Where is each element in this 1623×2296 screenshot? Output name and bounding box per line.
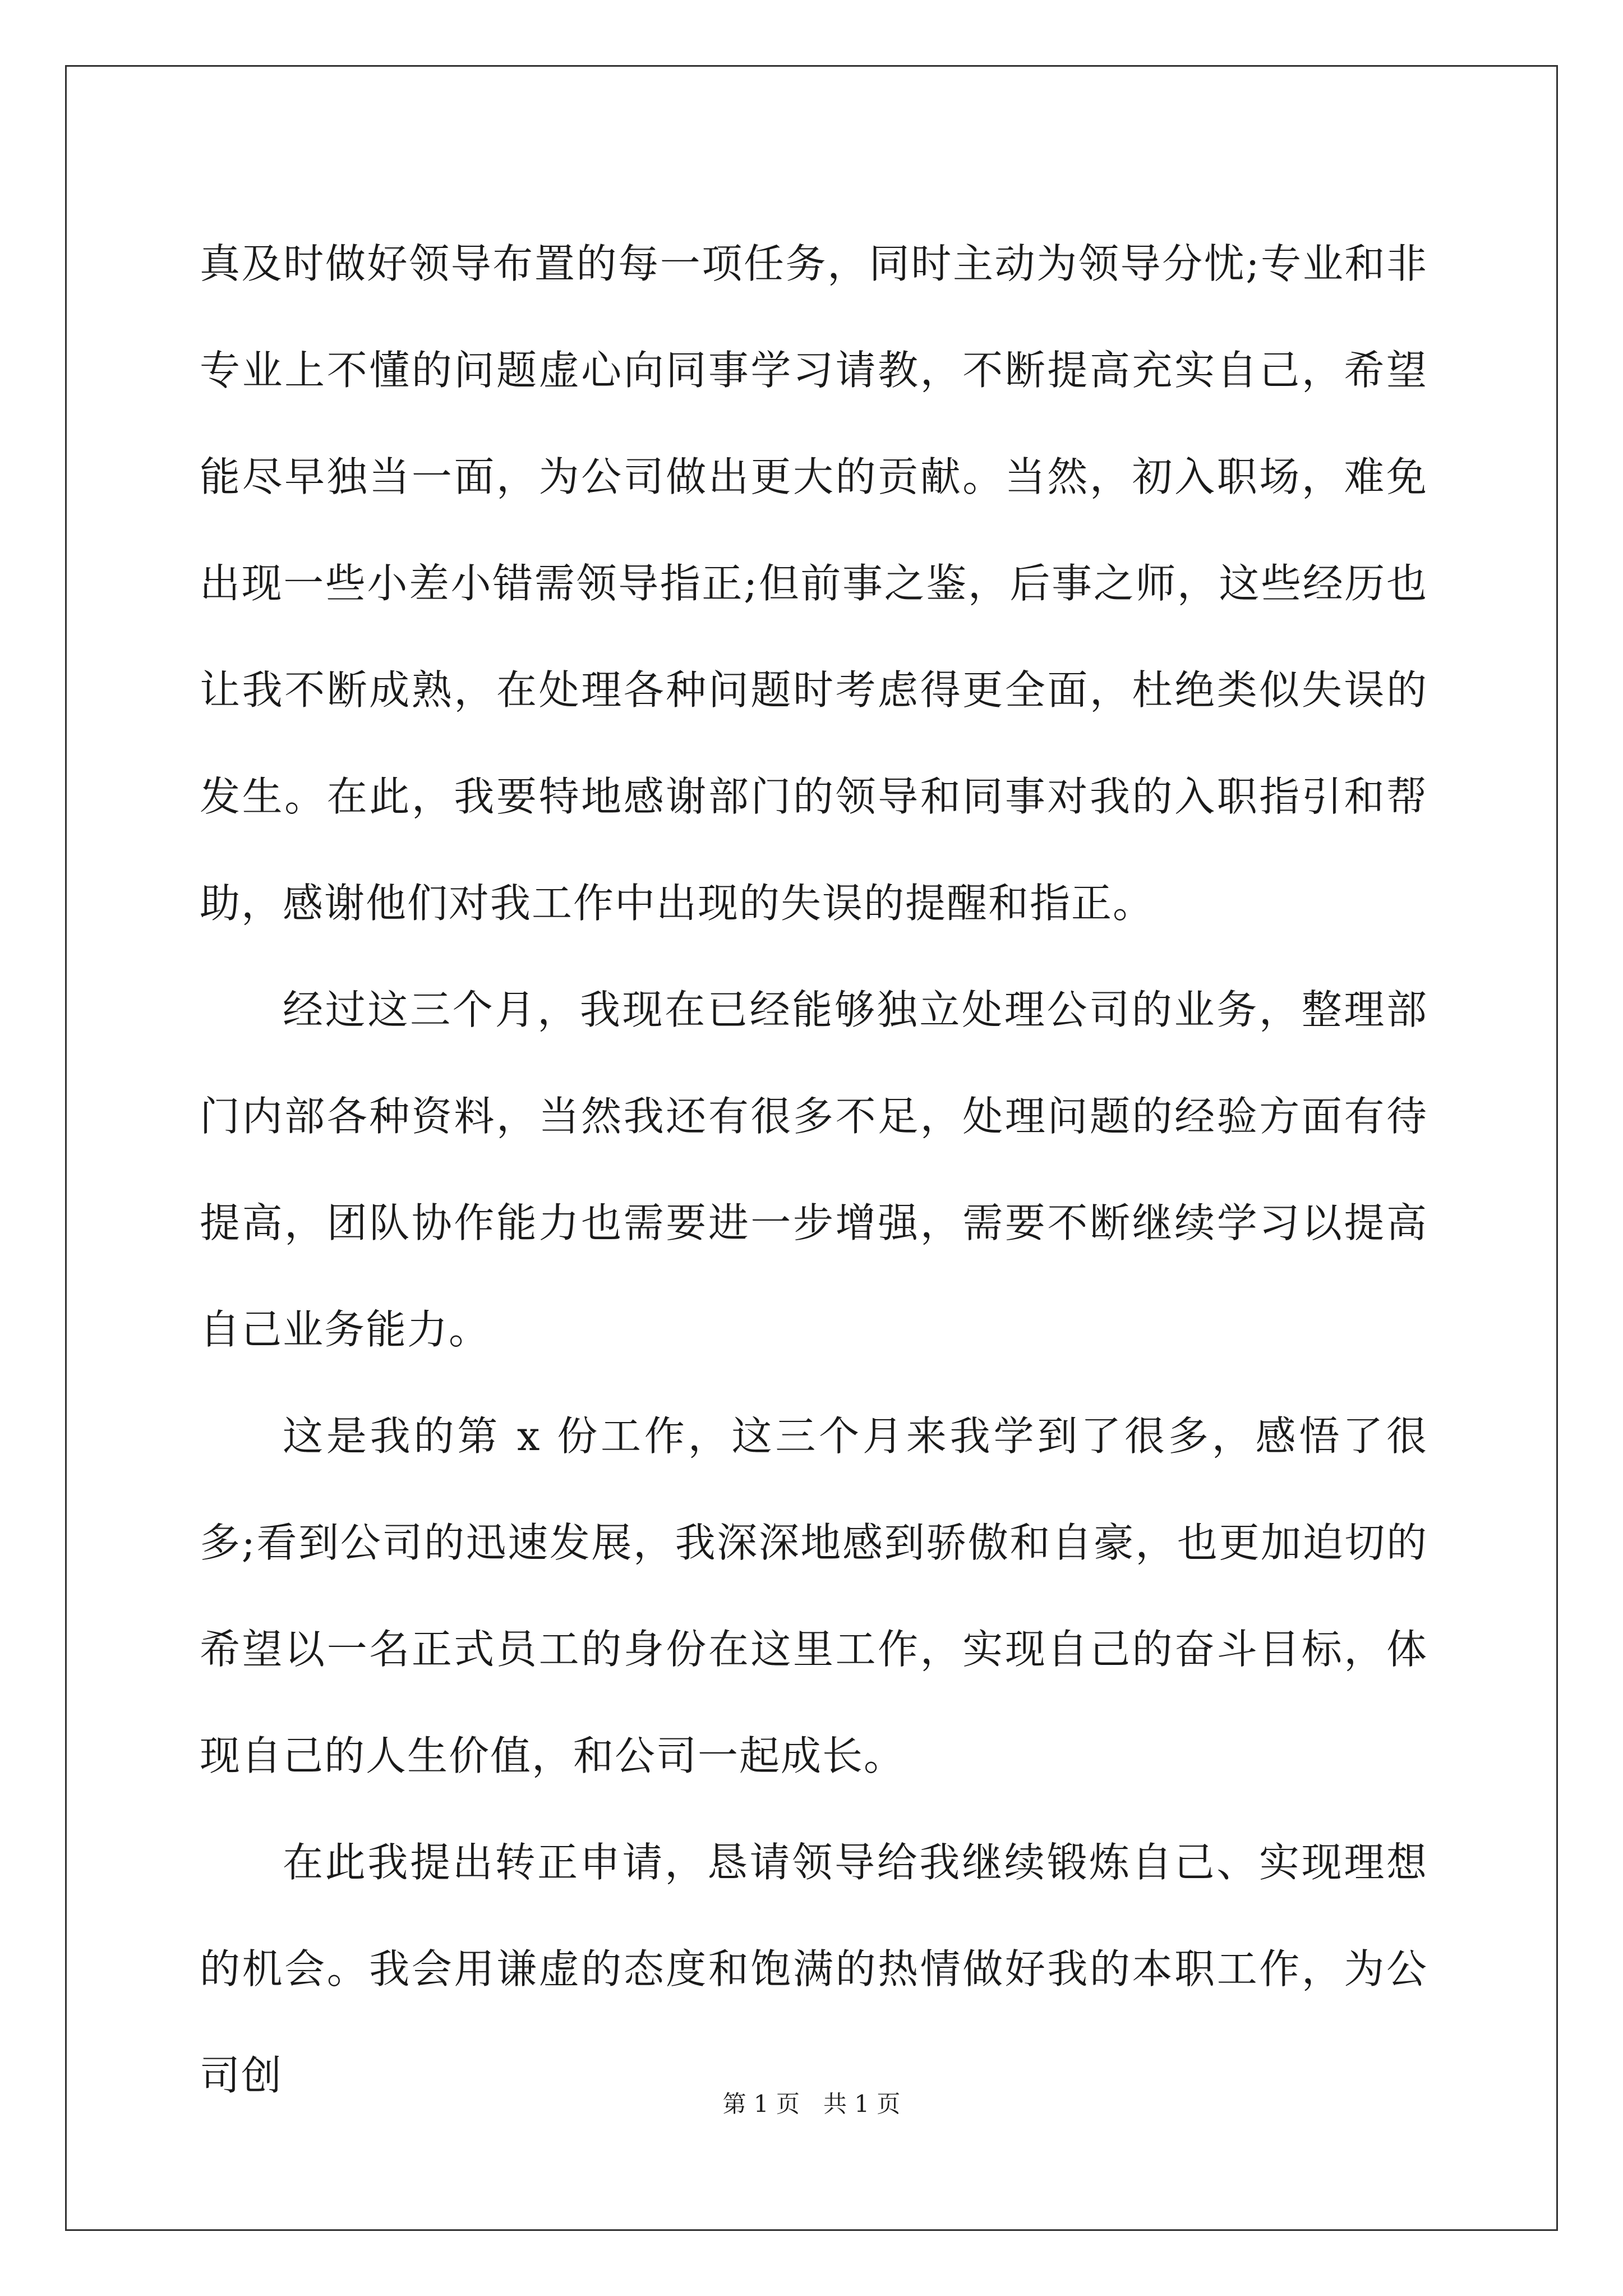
paragraph-2: 经过这三个月，我现在已经能够独立处理公司的业务，整理部门内部各种资料，当然我还有很多不足，处理问题的经验方面有待提高，团队协作能力也需要进一步增强，需要不断继续学习以提高自己业务能力。	[200, 986, 1428, 1353]
paragraph-3: 这是我的第 x 份工作，这三个月来我学到了很多，感悟了很多;看到公司的迅速发展，我深深地感到骄傲和自豪，也更加迫切的希望以一名正式员工的身份在这里工作，实现自己的奋斗目标，体现自己的人生价值，和公司一起成长。	[200, 1412, 1428, 1779]
page-number-footer: 第 1 页 共 1 页	[722, 2090, 901, 2118]
document-body	[200, 210, 1428, 2129]
paragraph-4: 在此我提出转正申请，恳请领导给我继续锻炼自己、实现理想的机会。我会用谦虚的态度和饱满的热情做好我的本职工作，为公司创	[200, 1839, 1428, 2099]
paragraph-1: 真及时做好领导布置的每一项任务，同时主动为领导分忧;专业和非专业上不懂的问题虚心向同事学习请教，不断提高充实自己，希望能尽早独当一面，为公司做出更大的贡献。当然，初入职场，难免出现一些小差小错需领导指正;但前事之鉴，后事之师，这些经历也让我不断成熟，在处理各种问题时考虑得更全面，杜绝类似失误的发生。在此，我要特地感谢部门的领导和同事对我的入职指引和帮助，感谢他们对我工作中出现的失误的提醒和指正。	[200, 240, 1428, 927]
